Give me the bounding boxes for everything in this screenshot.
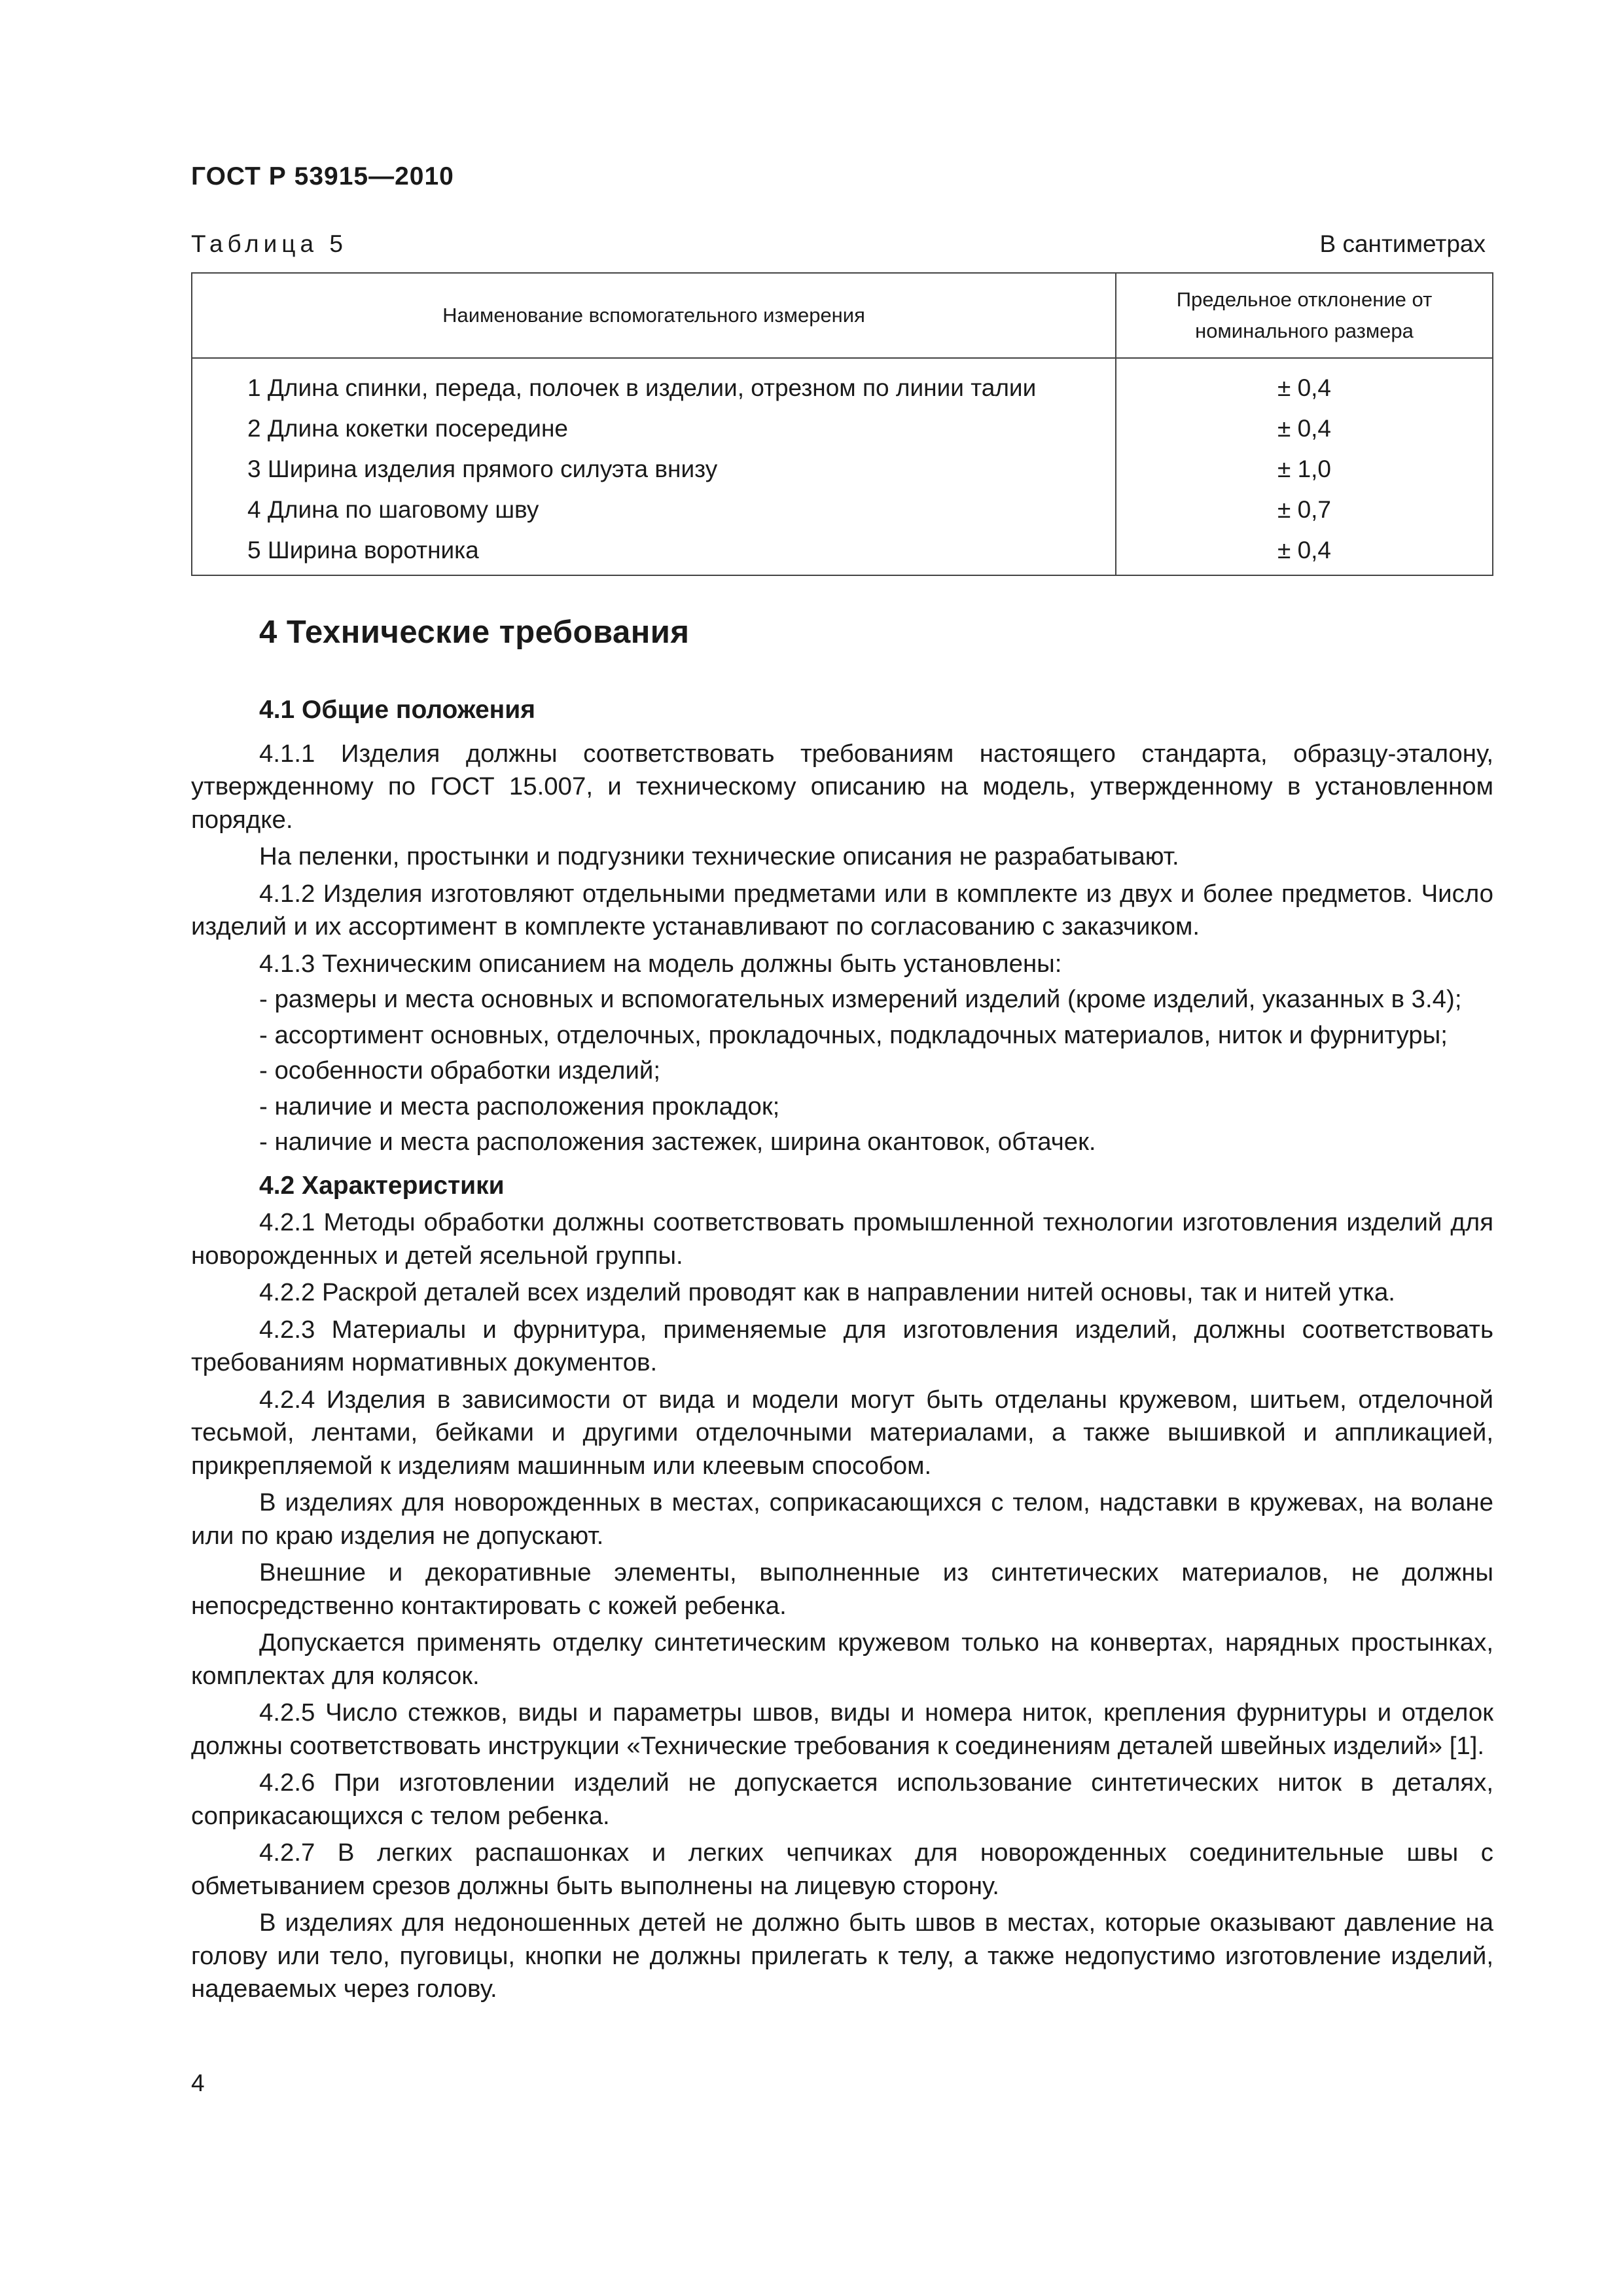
table-caption: Таблица 5 [191, 230, 348, 257]
table-row [192, 530, 1493, 575]
table-row [192, 408, 1493, 449]
paragraph-4-2-1: 4.2.1 Методы обработки должны соответствовать промышленной технологии изготовления изделий для новорожденных и детей ясельной группы. [191, 1208, 1493, 1270]
subsection-4-1-title: 4.1 Общие положения [259, 696, 535, 724]
page-number: 4 [191, 2070, 205, 2096]
measurement-name: 3 Ширина изделия прямого силуэта внизу [192, 449, 1116, 490]
deviation-value: ± 0,4 [1116, 530, 1493, 575]
list-item: - ассортимент основных, отделочных, прокладочных, подкладочных материалов, ниток и фурнитуры; [259, 1020, 1448, 1049]
paragraph-4-1-3: 4.1.3 Техническим описанием на модель должны быть установлены: [259, 949, 1062, 978]
standard-header: ГОСТ Р 53915—2010 [191, 162, 454, 190]
deviation-value: ± 0,4 [1116, 408, 1493, 449]
list-item: - наличие и места расположения прокладок; [259, 1092, 780, 1121]
section-4-body [191, 694, 1493, 2006]
paragraph-4-2-5: 4.2.5 Число стежков, виды и параметры швов, виды и номера ниток, крепления фурнитуры и отделок должны соответствовать инструкции «Технические требования к соединениям деталей швейных изделий» [1]. [191, 1698, 1493, 1760]
col-header-measurement: Наименование вспомогательного измерения [192, 273, 1116, 358]
measurement-name: 4 Длина по шаговому шву [192, 490, 1116, 530]
measurement-name: 1 Длина спинки, переда, полочек в изделии, отрезном по линии талии [192, 358, 1116, 408]
col-header-deviation: Предельное отклонение от номинального размера [1116, 273, 1493, 358]
list-item: - наличие и места расположения застежек, ширина окантовок, обтачек. [259, 1128, 1096, 1156]
paragraph-4-2-6: 4.2.6 При изготовлении изделий не допускается использование синтетических ниток в деталях, соприкасающихся с телом ребенка. [191, 1768, 1493, 1830]
list-item: - особенности обработки изделий; [259, 1056, 660, 1085]
paragraph-4-2-4-c: Внешние и декоративные элементы, выполненные из синтетических материалов, не должны непосредственно контактировать с кожей ребенка. [191, 1558, 1493, 1620]
section-4-title: 4 Технические требования [259, 615, 690, 650]
paragraph-4-2-2: 4.2.2 Раскрой деталей всех изделий проводят как в направлении нитей основы, так и нитей утка. [259, 1278, 1395, 1306]
paragraph-4-2-7: 4.2.7 В легких распашонках и легких чепчиках для новорожденных соединительные швы с обметыванием срезов должны быть выполнены на лицевую сторону. [191, 1839, 1493, 1900]
paragraph-4-1-1-note: На пеленки, простынки и подгузники технические описания не разрабатывают. [259, 842, 1179, 870]
list-item: - размеры и места основных и вспомогательных измерений изделий (кроме изделий, указанных в 3.4); [259, 985, 1462, 1013]
paragraph-4-2-4-d: Допускается применять отделку синтетическим кружевом только на конвертах, нарядных простынках, комплектах для колясок. [191, 1628, 1493, 1690]
paragraph-4-2-3: 4.2.3 Материалы и фурнитура, применяемые для изготовления изделий, должны соответствовать требованиям нормативных документов. [191, 1315, 1493, 1376]
paragraph-4-2-4-b: В изделиях для новорожденных в местах, соприкасающихся с телом, надставки в кружевах, на волане или по краю изделия не допускают. [191, 1488, 1493, 1550]
measurement-name: 2 Длина кокетки посередине [192, 408, 1116, 449]
paragraph-4-1-1: 4.1.1 Изделия должны соответствовать требованиям настоящего стандарта, образцу-эталону, утвержденному по ГОСТ 15.007, и техническому описанию на модель, утвержденному в установленном порядке. [191, 739, 1493, 834]
table-row [192, 358, 1493, 408]
table-units: В сантиметрах [1319, 230, 1486, 257]
table-row [192, 449, 1493, 490]
measurement-name: 5 Ширина воротника [192, 530, 1116, 575]
paragraph-4-1-2: 4.1.2 Изделия изготовляют отдельными предметами или в комплекте из двух и более предметов. Число изделий и их ассортимент в комплекте устанавливают по согласованию с заказчиком. [191, 879, 1493, 941]
subsection-4-2-title: 4.2 Характеристики [259, 1171, 505, 1200]
table-5 [191, 272, 1493, 576]
paragraph-4-2-4: 4.2.4 Изделия в зависимости от вида и модели могут быть отделаны кружевом, шитьем, отделочной тесьмой, лентами, бейками и другими отделочными материалами, а также вышивкой и аппликацией, прикрепляемой к изделиям машинным или клеевым способом. [191, 1385, 1493, 1480]
deviation-value: ± 1,0 [1116, 449, 1493, 490]
table-header-row [192, 273, 1493, 358]
deviation-value: ± 0,7 [1116, 490, 1493, 530]
deviation-value: ± 0,4 [1116, 358, 1493, 408]
table-row [192, 490, 1493, 530]
paragraph-4-2-7-b: В изделиях для недоношенных детей не должно быть швов в местах, которые оказывают давление на голову или тело, пуговицы, кнопки не должны прилегать к телу, а также недопустимо изготовление изделий, надеваемых через голову. [191, 1909, 1493, 2003]
